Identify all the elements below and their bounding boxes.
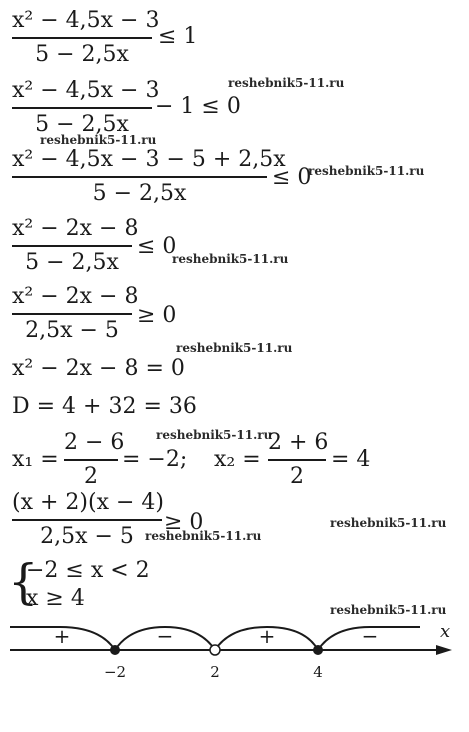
step-3 xyxy=(12,147,286,207)
watermark: reshebnik5-11.ru xyxy=(308,164,425,178)
fraction-bar xyxy=(12,37,152,39)
factored-numerator: (x + 2)(x − 4) xyxy=(12,490,164,515)
fraction-bar xyxy=(12,313,132,315)
step-2-numerator: x² − 4,5x − 3 xyxy=(12,78,160,103)
system-brace: { xyxy=(8,554,39,610)
x2-numerator: 2 + 6 xyxy=(268,430,329,455)
step-1-rhs: ≤ 1 xyxy=(158,24,198,49)
step-1-denominator: 5 − 2,5x xyxy=(35,42,129,67)
fraction-bar xyxy=(64,459,118,461)
factored-rhs: ≥ 0 xyxy=(164,510,204,535)
x2-fraction xyxy=(268,430,329,490)
step-5-rhs: ≥ 0 xyxy=(137,303,177,328)
number-line xyxy=(0,615,469,715)
step-5 xyxy=(12,284,139,344)
point-marker xyxy=(313,645,323,655)
watermark: reshebnik5-11.ru xyxy=(172,252,289,266)
axis-arrow xyxy=(436,645,452,655)
step-4 xyxy=(12,216,139,276)
step-2 xyxy=(12,78,160,138)
x1-numerator: 2 − 6 xyxy=(64,430,125,455)
axis-label: x xyxy=(440,621,451,642)
sign-label: + xyxy=(53,624,71,648)
fraction-bar xyxy=(12,519,162,521)
x2-label: x₂ = xyxy=(214,447,261,472)
step-2-denominator: 5 − 2,5x xyxy=(35,112,129,137)
watermark: reshebnik5-11.ru xyxy=(156,428,273,442)
step-3-denominator: 5 − 2,5x xyxy=(92,181,187,206)
x1-result: = −2; xyxy=(122,447,188,472)
factored-inequality xyxy=(12,490,162,550)
watermark: reshebnik5-11.ru xyxy=(228,76,345,90)
watermark: reshebnik5-11.ru xyxy=(145,529,262,543)
step-3-numerator: x² − 4,5x − 3 − 5 + 2,5x xyxy=(12,147,286,172)
x2-result: = 4 xyxy=(331,447,371,472)
sign-label: + xyxy=(258,624,276,648)
step-4-numerator: x² − 2x − 8 xyxy=(12,216,139,241)
point-marker xyxy=(210,645,220,655)
sign-label: − xyxy=(156,624,174,648)
sign-label: − xyxy=(361,624,379,648)
factored-denominator: 2,5x − 5 xyxy=(40,524,134,549)
step-5-numerator: x² − 2x − 8 xyxy=(12,284,139,309)
point-marker xyxy=(110,645,120,655)
fraction-bar xyxy=(268,459,326,461)
watermark: reshebnik5-11.ru xyxy=(330,603,447,617)
step-2-rhs: − 1 ≤ 0 xyxy=(155,94,241,119)
watermark: reshebnik5-11.ru xyxy=(176,341,293,355)
fraction-bar xyxy=(12,245,132,247)
watermark: reshebnik5-11.ru xyxy=(330,516,447,530)
step-4-rhs: ≤ 0 xyxy=(137,234,177,259)
x1-denominator: 2 xyxy=(84,464,98,489)
step-4-denominator: 5 − 2,5x xyxy=(25,250,119,275)
x1-label: x₁ = xyxy=(12,447,59,472)
step-5-denominator: 2,5x − 5 xyxy=(25,318,119,343)
quadratic-equation: x² − 2x − 8 = 0 xyxy=(12,356,185,381)
x1-fraction xyxy=(64,430,125,490)
fraction-bar xyxy=(12,176,267,178)
point-label: 4 xyxy=(313,663,323,681)
point-label: 2 xyxy=(210,663,220,681)
step-1-numerator: x² − 4,5x − 3 xyxy=(12,8,160,33)
discriminant: D = 4 + 32 = 36 xyxy=(12,394,197,419)
x2-denominator: 2 xyxy=(290,464,304,489)
system-line-2: x ≥ 4 xyxy=(26,586,85,611)
step-3-rhs: ≤ 0 xyxy=(272,165,312,190)
system-line-1: −2 ≤ x < 2 xyxy=(26,558,150,583)
point-label: −2 xyxy=(103,663,127,681)
watermark: reshebnik5-11.ru xyxy=(40,133,157,147)
fraction-bar xyxy=(12,107,152,109)
step-1 xyxy=(12,8,160,68)
